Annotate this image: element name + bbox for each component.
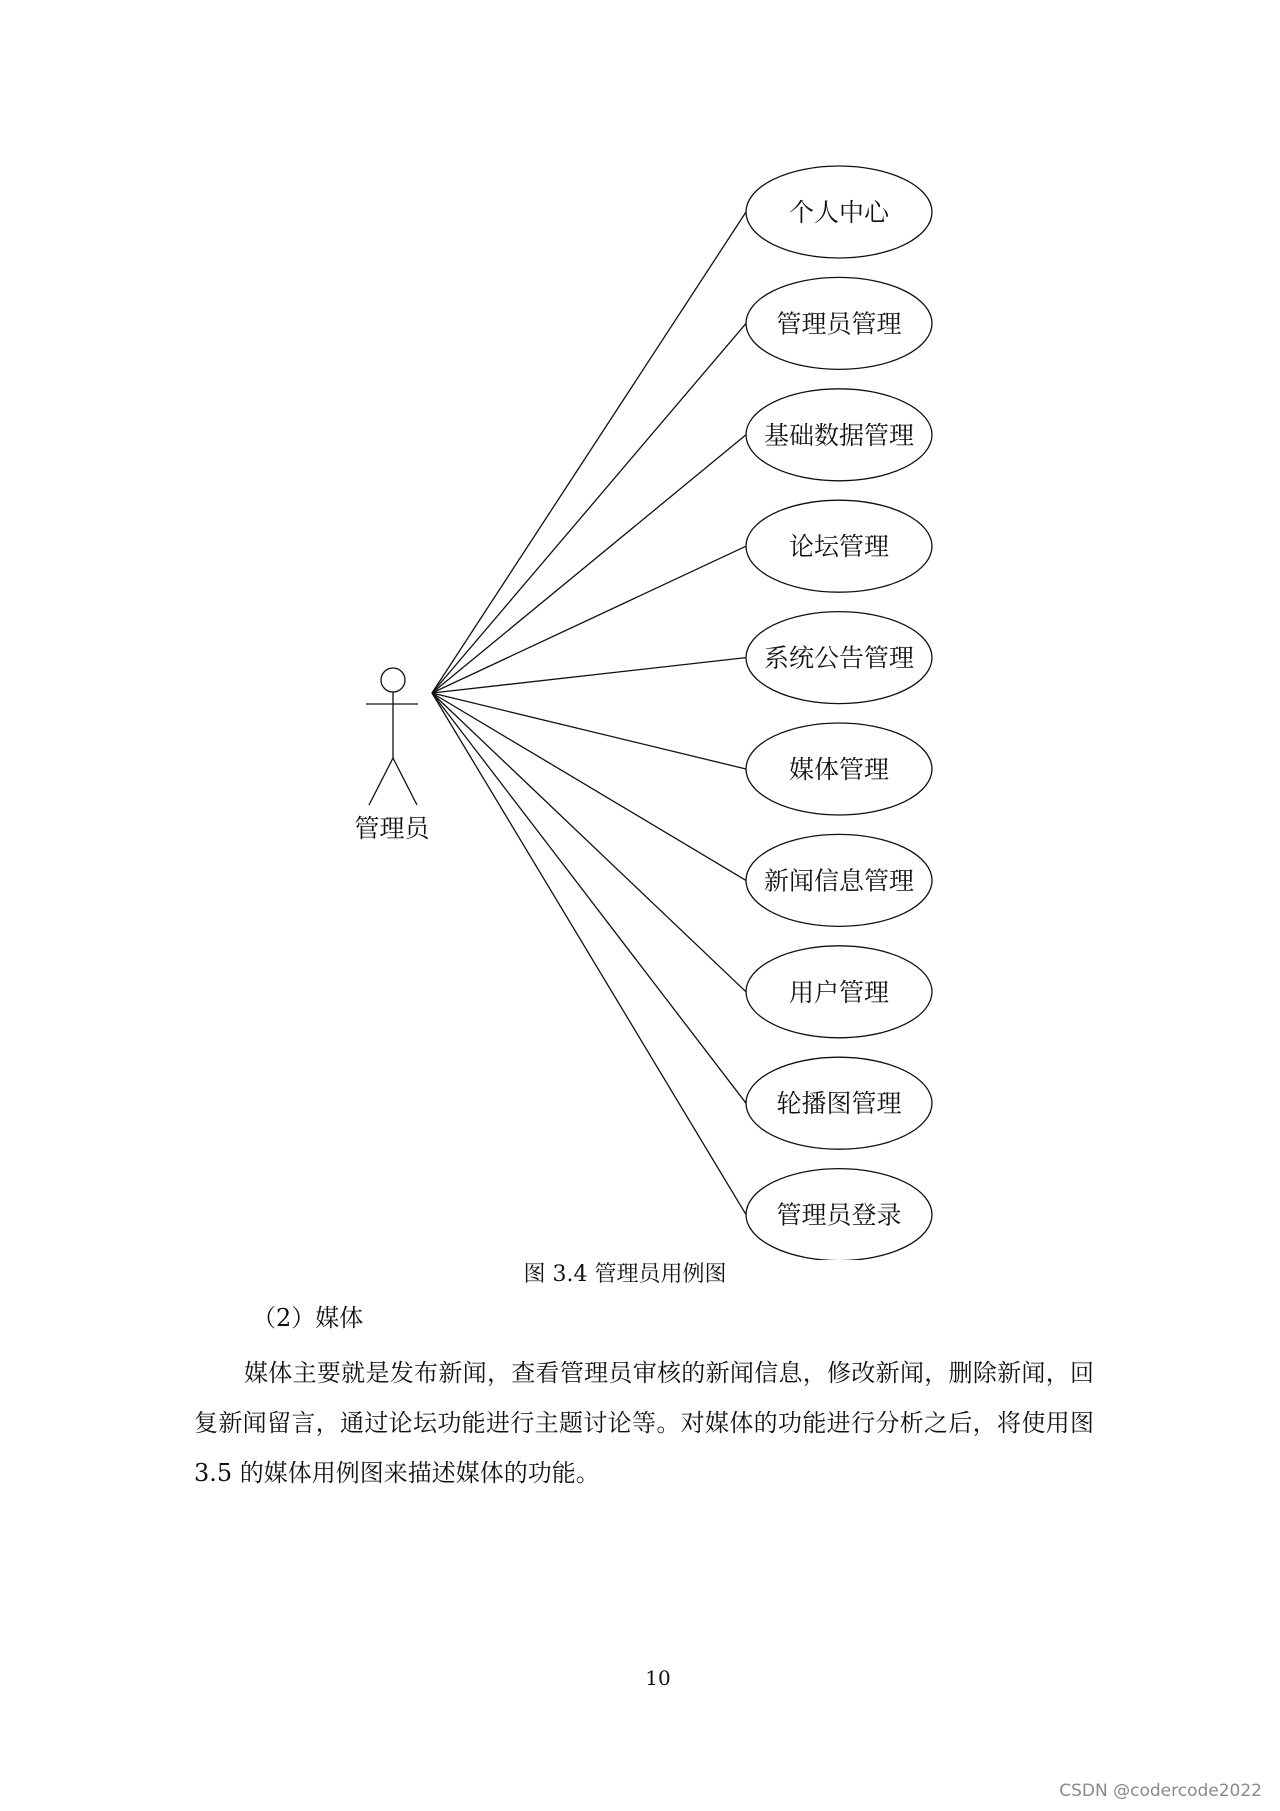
page-number: 10 xyxy=(645,1666,671,1690)
association-line-8 xyxy=(432,693,746,992)
section-heading: （2）媒体 xyxy=(252,1304,364,1332)
use-case-3-label: 基础数据管理 xyxy=(763,420,915,450)
use-cases xyxy=(746,166,932,1260)
actor-left-leg xyxy=(369,758,393,805)
actor-right-leg xyxy=(393,758,417,805)
association-line-10 xyxy=(432,693,746,1215)
association-line-3 xyxy=(432,435,746,693)
association-line-5 xyxy=(432,658,746,693)
actor xyxy=(366,668,418,805)
association-lines xyxy=(432,212,746,1215)
association-line-9 xyxy=(432,693,746,1103)
association-line-7 xyxy=(432,693,746,880)
association-line-4 xyxy=(432,546,746,693)
use-case-4-label: 论坛管理 xyxy=(788,532,890,562)
use-case-8-label: 用户管理 xyxy=(788,977,890,1007)
association-line-6 xyxy=(432,693,746,769)
figure-caption-text: 图 3.4 管理员用例图 xyxy=(523,1262,727,1287)
use-case-6-label: 媒体管理 xyxy=(788,755,890,784)
association-line-2 xyxy=(432,323,746,693)
use-case-10-label: 管理员登录 xyxy=(776,1200,902,1230)
association-line-1 xyxy=(432,212,746,693)
use-case-7-label: 新闻信息管理 xyxy=(763,866,915,896)
use-case-9-label: 轮播图管理 xyxy=(776,1089,902,1119)
watermark: CSDN @codercode2022 xyxy=(1059,1781,1262,1801)
use-case-2-label: 管理员管理 xyxy=(776,309,902,339)
figure-caption xyxy=(0,1261,1280,1289)
body-paragraph: 媒体主要就是发布新闻，查看管理员审核的新闻信息，修改新闻，删除新闻，回复新闻留言，通过论坛功能进行主题讨论等。对媒体的功能进行分析之后，将使用图 3.5 的媒体用例图来描述媒体的功能。 xyxy=(194,1359,1094,1487)
use-case-1-label: 个人中心 xyxy=(788,198,890,227)
actor-head xyxy=(381,668,405,692)
use-case-5-label: 系统公告管理 xyxy=(763,643,915,673)
actor-label: 管理员 xyxy=(354,814,430,843)
